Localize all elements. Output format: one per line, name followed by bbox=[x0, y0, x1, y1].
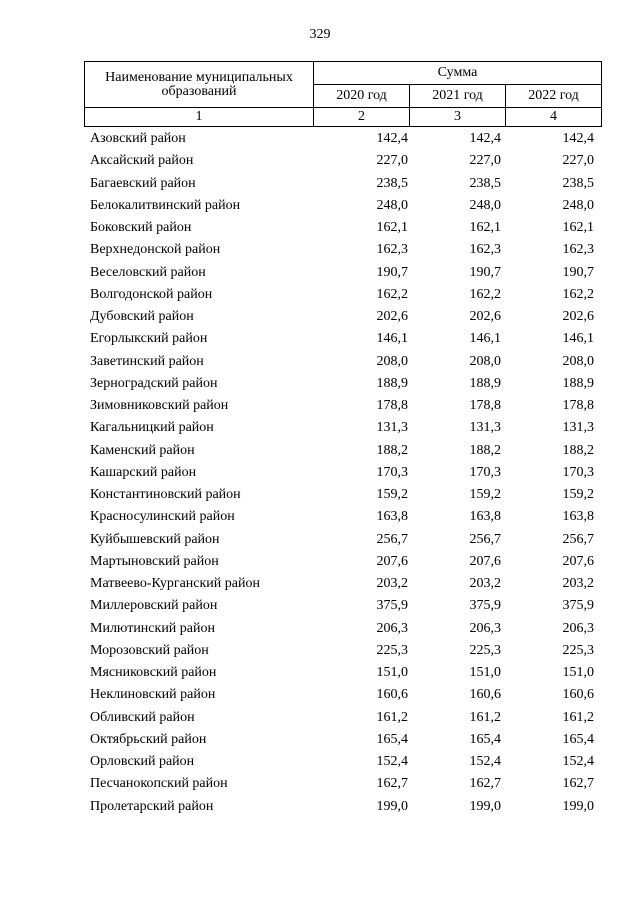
table-row bbox=[84, 417, 602, 439]
municipality-name: Азовский район bbox=[90, 131, 186, 147]
value-2022: 225,3 bbox=[562, 642, 594, 658]
value-2022: 375,9 bbox=[562, 598, 594, 614]
value-2022: 151,0 bbox=[562, 665, 594, 681]
value-2020: 160,6 bbox=[376, 687, 408, 703]
table-row bbox=[84, 351, 602, 373]
column-number-1: 1 bbox=[85, 108, 314, 127]
value-2020: 256,7 bbox=[376, 531, 408, 547]
column-header-sum: Сумма bbox=[314, 62, 602, 85]
value-2021: 375,9 bbox=[469, 598, 501, 614]
value-2020: 225,3 bbox=[376, 642, 408, 658]
value-2020: 207,6 bbox=[376, 553, 408, 569]
value-2022: 206,3 bbox=[562, 620, 594, 636]
value-2022: 131,3 bbox=[562, 420, 594, 436]
table-row bbox=[84, 328, 602, 350]
value-2022: 162,7 bbox=[562, 776, 594, 792]
value-2022: 161,2 bbox=[562, 709, 594, 725]
value-2020: 159,2 bbox=[376, 487, 408, 503]
municipality-name: Зимовниковский район bbox=[90, 398, 229, 414]
value-2020: 162,7 bbox=[376, 776, 408, 792]
value-2021: 163,8 bbox=[469, 509, 501, 525]
municipality-name: Красносулинский район bbox=[90, 509, 235, 525]
table-row bbox=[84, 462, 602, 484]
value-2021: 188,9 bbox=[469, 375, 501, 391]
value-2020: 163,8 bbox=[376, 509, 408, 525]
table-row bbox=[84, 150, 602, 172]
municipality-name: Каменский район bbox=[90, 442, 195, 458]
value-2022: 152,4 bbox=[562, 754, 594, 770]
value-2021: 238,5 bbox=[469, 175, 501, 191]
column-header-year-2021: 2021 год bbox=[410, 85, 506, 108]
table-header bbox=[84, 61, 602, 127]
value-2021: 170,3 bbox=[469, 464, 501, 480]
municipality-name: Мартыновский район bbox=[90, 553, 219, 569]
value-2020: 131,3 bbox=[376, 420, 408, 436]
table-row bbox=[84, 173, 602, 195]
table-row bbox=[84, 595, 602, 617]
value-2022: 165,4 bbox=[562, 731, 594, 747]
municipality-name: Белокалитвинский район bbox=[90, 197, 241, 213]
table-row bbox=[84, 440, 602, 462]
value-2022: 188,9 bbox=[562, 375, 594, 391]
municipality-name: Боковский район bbox=[90, 220, 192, 236]
municipality-name: Дубовский район bbox=[90, 309, 194, 325]
value-2021: 203,2 bbox=[469, 576, 501, 592]
value-2022: 199,0 bbox=[562, 798, 594, 814]
municipality-name: Егорлыкский район bbox=[90, 331, 208, 347]
value-2020: 188,9 bbox=[376, 375, 408, 391]
municipality-name: Песчанокопский район bbox=[90, 776, 228, 792]
value-2021: 208,0 bbox=[469, 353, 501, 369]
table-row bbox=[84, 284, 602, 306]
municipality-name: Орловский район bbox=[90, 754, 195, 770]
table-row bbox=[84, 239, 602, 261]
column-header-year-2022: 2022 год bbox=[506, 85, 602, 108]
value-2020: 142,4 bbox=[376, 131, 408, 147]
municipality-name: Обливский район bbox=[90, 709, 195, 725]
municipality-name: Кагальницкий район bbox=[90, 420, 214, 436]
table-row bbox=[84, 751, 602, 773]
value-2022: 178,8 bbox=[562, 398, 594, 414]
value-2021: 151,0 bbox=[469, 665, 501, 681]
value-2021: 207,6 bbox=[469, 553, 501, 569]
municipality-name: Багаевский район bbox=[90, 175, 196, 191]
table-body bbox=[84, 128, 602, 818]
column-number-4: 4 bbox=[506, 108, 602, 127]
value-2020: 162,2 bbox=[376, 286, 408, 302]
value-2020: 208,0 bbox=[376, 353, 408, 369]
municipality-name: Октябрьский район bbox=[90, 731, 207, 747]
value-2021: 146,1 bbox=[469, 331, 501, 347]
value-2020: 227,0 bbox=[376, 153, 408, 169]
column-header-year-2020: 2020 год bbox=[314, 85, 410, 108]
municipality-name: Константиновский район bbox=[90, 487, 241, 503]
value-2020: 188,2 bbox=[376, 442, 408, 458]
value-2022: 202,6 bbox=[562, 309, 594, 325]
table-row bbox=[84, 484, 602, 506]
table-row bbox=[84, 551, 602, 573]
table-row bbox=[84, 618, 602, 640]
value-2020: 203,2 bbox=[376, 576, 408, 592]
table-row bbox=[84, 217, 602, 239]
value-2021: 162,7 bbox=[469, 776, 501, 792]
value-2021: 162,3 bbox=[469, 242, 501, 258]
value-2021: 199,0 bbox=[469, 798, 501, 814]
value-2020: 161,2 bbox=[376, 709, 408, 725]
value-2021: 248,0 bbox=[469, 197, 501, 213]
table-row bbox=[84, 640, 602, 662]
table-row bbox=[84, 395, 602, 417]
value-2022: 227,0 bbox=[562, 153, 594, 169]
value-2021: 227,0 bbox=[469, 153, 501, 169]
value-2022: 190,7 bbox=[562, 264, 594, 280]
table-row bbox=[84, 573, 602, 595]
value-2020: 190,7 bbox=[376, 264, 408, 280]
value-2022: 238,5 bbox=[562, 175, 594, 191]
municipality-name: Волгодонской район bbox=[90, 286, 213, 302]
table-row bbox=[84, 128, 602, 150]
value-2022: 162,3 bbox=[562, 242, 594, 258]
value-2020: 165,4 bbox=[376, 731, 408, 747]
municipality-name: Морозовский район bbox=[90, 642, 209, 658]
column-number-2: 2 bbox=[314, 108, 410, 127]
value-2022: 142,4 bbox=[562, 131, 594, 147]
value-2020: 199,0 bbox=[376, 798, 408, 814]
value-2021: 160,6 bbox=[469, 687, 501, 703]
value-2020: 238,5 bbox=[376, 175, 408, 191]
value-2021: 206,3 bbox=[469, 620, 501, 636]
value-2020: 162,1 bbox=[376, 220, 408, 236]
value-2021: 162,2 bbox=[469, 286, 501, 302]
value-2022: 203,2 bbox=[562, 576, 594, 592]
value-2022: 188,2 bbox=[562, 442, 594, 458]
municipality-name: Верхнедонской район bbox=[90, 242, 221, 258]
table-row bbox=[84, 773, 602, 795]
value-2022: 159,2 bbox=[562, 487, 594, 503]
value-2022: 208,0 bbox=[562, 353, 594, 369]
table-row bbox=[84, 684, 602, 706]
page-number: 329 bbox=[309, 27, 331, 42]
value-2020: 375,9 bbox=[376, 598, 408, 614]
value-2021: 188,2 bbox=[469, 442, 501, 458]
municipality-name: Милютинский район bbox=[90, 620, 216, 636]
value-2022: 207,6 bbox=[562, 553, 594, 569]
municipality-name: Заветинский район bbox=[90, 353, 204, 369]
value-2022: 162,2 bbox=[562, 286, 594, 302]
value-2021: 190,7 bbox=[469, 264, 501, 280]
municipality-name: Зерноградский район bbox=[90, 375, 218, 391]
table-row bbox=[84, 529, 602, 551]
table-row bbox=[84, 796, 602, 818]
value-2021: 225,3 bbox=[469, 642, 501, 658]
value-2020: 178,8 bbox=[376, 398, 408, 414]
value-2020: 152,4 bbox=[376, 754, 408, 770]
value-2020: 170,3 bbox=[376, 464, 408, 480]
municipality-name: Веселовский район bbox=[90, 264, 206, 280]
table-row bbox=[84, 373, 602, 395]
value-2021: 165,4 bbox=[469, 731, 501, 747]
value-2022: 248,0 bbox=[562, 197, 594, 213]
value-2021: 131,3 bbox=[469, 420, 501, 436]
municipality-name: Миллеровский район bbox=[90, 598, 218, 614]
table-row bbox=[84, 729, 602, 751]
value-2022: 170,3 bbox=[562, 464, 594, 480]
column-number-3: 3 bbox=[410, 108, 506, 127]
value-2020: 206,3 bbox=[376, 620, 408, 636]
value-2022: 162,1 bbox=[562, 220, 594, 236]
value-2020: 202,6 bbox=[376, 309, 408, 325]
value-2022: 256,7 bbox=[562, 531, 594, 547]
municipality-name: Мясниковский район bbox=[90, 665, 217, 681]
value-2021: 256,7 bbox=[469, 531, 501, 547]
value-2021: 202,6 bbox=[469, 309, 501, 325]
value-2021: 162,1 bbox=[469, 220, 501, 236]
municipality-name: Куйбышевский район bbox=[90, 531, 220, 547]
table-row bbox=[84, 306, 602, 328]
municipality-name: Аксайский район bbox=[90, 153, 194, 169]
value-2021: 152,4 bbox=[469, 754, 501, 770]
table-row bbox=[84, 707, 602, 729]
value-2020: 162,3 bbox=[376, 242, 408, 258]
table-row bbox=[84, 262, 602, 284]
value-2020: 146,1 bbox=[376, 331, 408, 347]
municipality-name: Матвеево-Курганский район bbox=[90, 576, 260, 592]
value-2021: 159,2 bbox=[469, 487, 501, 503]
value-2021: 161,2 bbox=[469, 709, 501, 725]
value-2021: 142,4 bbox=[469, 131, 501, 147]
column-header-name: Наименование муниципальных образований bbox=[85, 62, 314, 108]
value-2022: 160,6 bbox=[562, 687, 594, 703]
municipality-name: Кашарский район bbox=[90, 464, 197, 480]
table-row bbox=[84, 195, 602, 217]
value-2020: 248,0 bbox=[376, 197, 408, 213]
value-2022: 146,1 bbox=[562, 331, 594, 347]
municipality-name: Неклиновский район bbox=[90, 687, 216, 703]
value-2021: 178,8 bbox=[469, 398, 501, 414]
value-2022: 163,8 bbox=[562, 509, 594, 525]
table-row bbox=[84, 662, 602, 684]
table-row bbox=[84, 506, 602, 528]
value-2020: 151,0 bbox=[376, 665, 408, 681]
municipality-name: Пролетарский район bbox=[90, 798, 214, 814]
